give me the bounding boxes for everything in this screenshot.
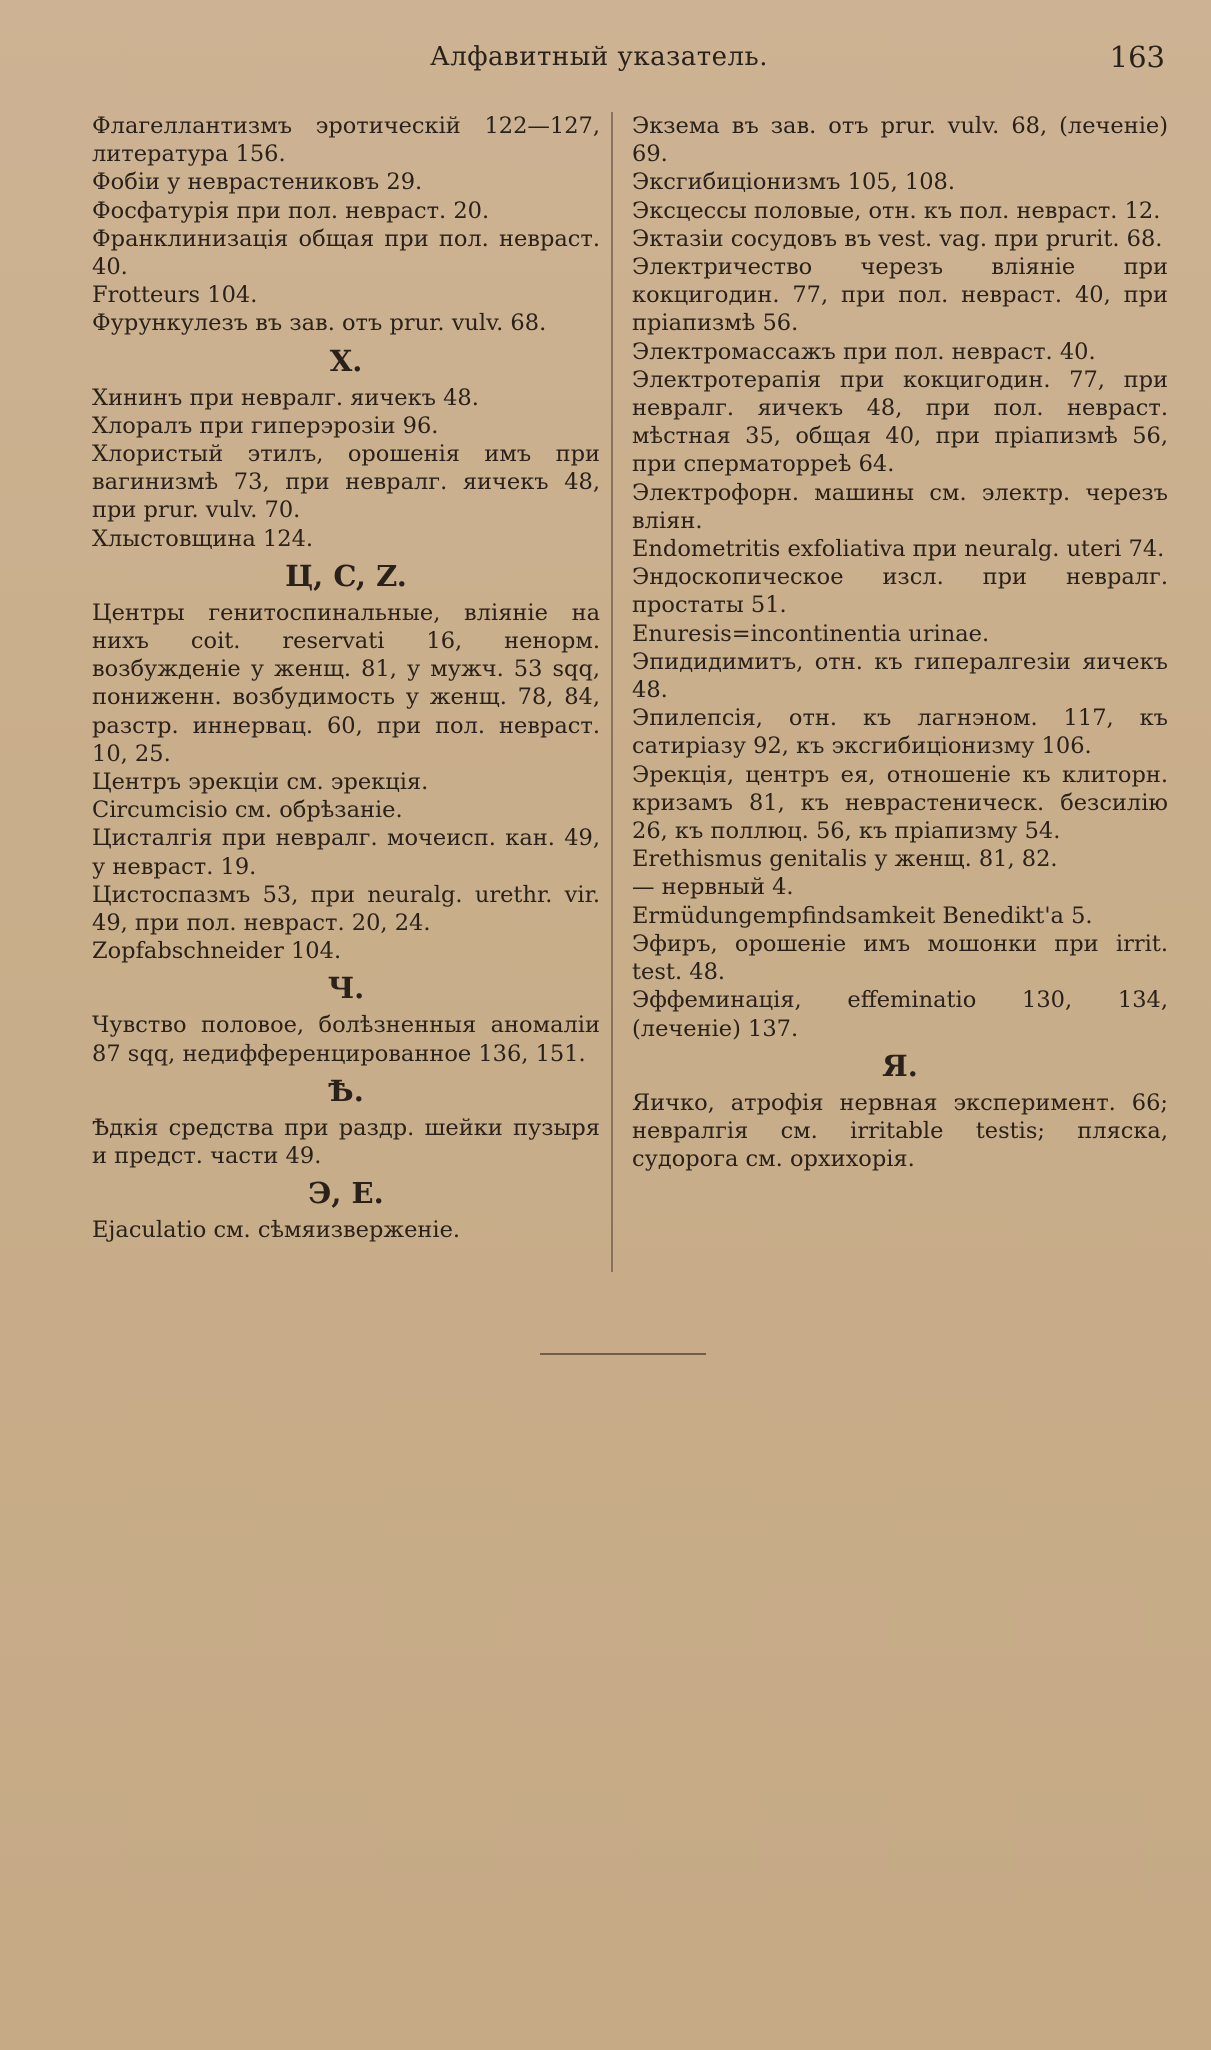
index-entry: — нервный 4. [632,874,794,901]
index-entry: Эктазіи сосудовъ въ vest. vag. при prurit. 68. [632,225,1163,252]
index-entry: Эпилепсія, отн. къ лагнэном. 117, къ сатиріазу 92, къ эксгибиціонизму 106. [632,705,1168,760]
section-f [92,112,600,338]
index-entry: Erethismus genitalis у женщ. 81, 82. [632,846,1058,873]
section-kh [92,384,600,553]
index-entry: Электромассажъ при пол. невраст. 40. [632,338,1096,365]
index-entry: Цистоспазмъ 53, при neuralg. urethr. vir. 49, при пол. невраст. 20, 24. [92,881,600,937]
index-entry: Электротерапія при кокцигодин. 77, при невралг. яичекъ 48, при пол. невраст. мѣстная 35, общая 40, при пріапизмѣ 56, при сперматорреѣ 64. [632,366,1168,478]
section-heading: Э, Е. [308,1176,384,1211]
section-heading: Ѣ. [328,1073,364,1108]
section-ts [92,599,600,966]
index-entry: Эфиръ, орошеніе имъ мошонки при irrit. test. 48. [632,930,1168,986]
index-entry: Эндоскопическое изсл. при невралг. простаты 51. [632,564,1168,619]
index-entry: Эффеминація, effeminatio 130, 134, (леченіе) 137. [632,987,1168,1042]
right-column [632,112,1168,1173]
index-entry: Электричество черезъ вліяніе при кокцигодин. 77, при пол. невраст. 40, при пріапизмѣ 56. [632,254,1168,337]
index-entry: Фобіи у неврастениковъ 29. [92,169,423,196]
section-ch [92,1011,600,1067]
section-heading: Ч. [327,971,365,1006]
section-e-continued [632,112,1168,1043]
page-number: 163 [1109,40,1165,74]
index-entry: Центры генитоспинальные, вліяніе на нихъ coit. reservati 16, ненорм. возбужденіе у женщ. 81, у мужч. 53 sqq, пониженн. возбудимость у женщ. 78, 84, разстр. иннервац. 60, при пол. невраст. 10, 25. [92,599,600,767]
index-entry: Франклинизація общая при пол. невраст. 40. [92,225,600,281]
index-entry: Чувство половое, болѣзненныя аномаліи 87 sqq, недифференцированное 136, 151. [92,1012,600,1067]
index-entry: Фосфатурія при пол. неврaст. 20. [92,197,490,224]
section-e [92,1216,600,1244]
index-entry: Хлористый этилъ, орошенія имъ при вагинизмѣ 73, при невралг. яичекъ 48, при prur. vulv. 70. [92,441,600,524]
index-entry: Хлоралъ при гиперэрозіи 96. [92,412,439,439]
index-entry: Эксцессы половые, отн. къ пол. невраст. 12. [632,197,1161,224]
index-entry: Цисталгія при невралг. мочеисп. кан. 49, у невраст. 19. [92,825,600,880]
index-entry: Ejaculatio см. сѣмяизверженіе. [92,1217,461,1244]
index-entry: Circumcisio см. обрѣзаніе. [92,797,403,824]
index-entry: Frotteurs 104. [92,282,258,309]
section-ya [632,1089,1168,1174]
section-heading: Ц, C, Z. [285,558,407,593]
index-entry: Электрофорн. машины см. электр. черезъ вліян. [632,479,1168,534]
running-title: Алфавитный указатель. [430,42,768,72]
section-yat [92,1114,600,1170]
column-divider [611,112,613,1272]
index-entry: Ѣдкія средства при раздр. шейки пузыря и предст. части 49. [92,1114,600,1170]
section-heading: Я. [882,1048,918,1083]
section-heading: Х. [329,343,363,378]
index-entry: Центръ эрекціи см. эрекція. [92,769,429,796]
index-entry: Фурункулезъ въ зав. отъ prur. vulv. 68. [92,310,547,337]
index-entry: Эксгибиціонизмъ 105, 108. [632,169,955,196]
index-entry: Хининъ при невралг. яичекъ 48. [92,384,479,411]
page-header [0,38,1211,82]
index-entry: Эрекція, центръ ея, отношеніе къ клиторн. кризамъ 81, къ неврастеническ. безсилію 26, къ поллюц. 56, къ пріапизму 54. [632,761,1168,845]
index-entry: Яичко, атрофія нервная эксперимент. 66; невралгія см. irritable testis; пляска, судорога см. орхихорія. [632,1089,1168,1173]
index-entry: Endometritis exfoliativa при neuralg. uteri 74. [632,536,1165,563]
index-entry: Эпидидимитъ, отн. къ гипералгезіи яичекъ 48. [632,648,1168,704]
index-entry: Экзема въ зав. отъ prur. vulv. 68, (леченіе) 69. [632,113,1168,168]
index-entry: Хлыстовщина 124. [92,525,314,552]
left-column [92,112,600,1245]
index-entry: Флагеллантизмъ эротическій 122—127, литература 156. [92,113,600,168]
index-entry: Ermüdungempfindsamkeit Benedikt'a 5. [632,902,1093,929]
index-entry: Enuresis=incontinentia urinae. [632,620,990,647]
index-entry: Zopfabschneider 104. [92,938,342,965]
end-rule [540,1353,706,1355]
